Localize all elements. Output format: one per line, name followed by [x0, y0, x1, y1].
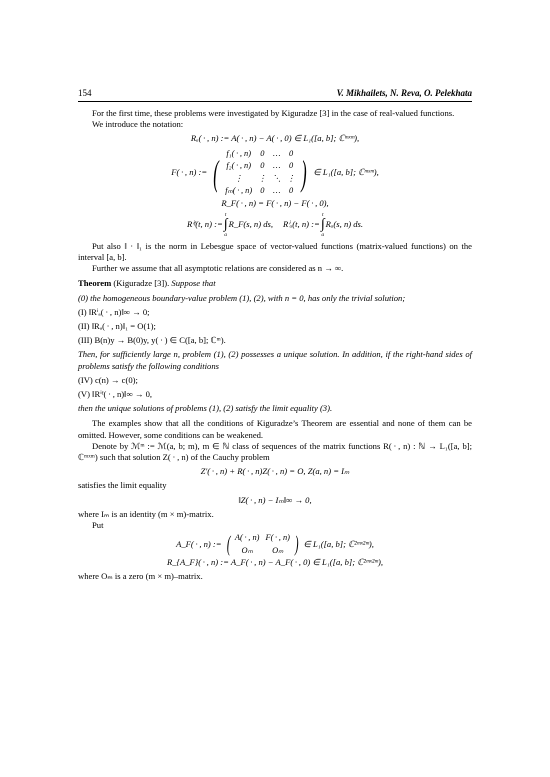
matrix-cell: f₁( · , n) [226, 148, 251, 158]
integral-lower-limit: a [224, 231, 228, 238]
condition-4: (IV) c(n) → c(0); [78, 374, 138, 385]
matrix-cell: F( · , n) [265, 532, 290, 542]
theorem-intro: Suppose that [171, 278, 216, 289]
matrix-cell: ⋱ [272, 173, 281, 183]
integral-sign [224, 212, 228, 238]
integral-symbol: ∫ [223, 216, 228, 232]
equation-cauchy: Z′( · , n) + R( · , n)Z( · , n) = O, Z(a, n) = Iₘ [200, 466, 350, 477]
condition-5: (V) ‖Rⁱᶠ( · , n)‖∞ → 0, [78, 389, 153, 400]
matrix-row [232, 544, 293, 557]
header-rule [78, 101, 472, 102]
equation-raf: R_{A_F}( · , n) := A_F( · , n) − A_F( · , 0) ∈ L₁([a, b]; ℂ²ᵐˣ²ᵐ), [166, 557, 384, 568]
matrix-cell: fₘ( · , n) [225, 186, 253, 196]
matrix-cell: 0 [289, 148, 294, 158]
integral-lhs-f: Rⁱᶠ(t, n) := [186, 219, 223, 230]
left-paren: ( [213, 152, 219, 193]
integral-lower-limit: a [321, 231, 325, 238]
equation-integrals [78, 212, 472, 238]
matrix-cell: 0 [289, 161, 294, 171]
paragraph-asymptotic: Further we assume that all asymptotic relations are considered as n → ∞. [92, 263, 344, 274]
matrix-row [222, 173, 298, 186]
equation-af-rhs: ∈ L₁([a, b]; ℂ²ᵐˣ²ᵐ), [303, 538, 374, 549]
theorem-heading [78, 278, 472, 289]
equation-rf: R_F( · , n) = F( · , n) − F( · , 0), [221, 197, 329, 208]
paragraph-norm: Put also ‖ · ‖₁ is the norm in Lebesgue space of vector-valued functions (matrix-valued functions) on the interval [a, b]. [78, 240, 472, 263]
integral-upper-limit: t [224, 211, 227, 218]
integral-body-f: R_F(s, n) ds, [228, 219, 273, 230]
matrix-cell: … [272, 161, 281, 171]
running-header [78, 88, 472, 102]
equation-limit: ‖Z( · , n) − Iₘ‖∞ → 0, [238, 494, 312, 505]
condition-0: (0) the homogeneous boundary-value problem (1), (2), with n = 0, has only the trivial solution; [78, 292, 406, 303]
paragraph-satisfies: satisfies the limit equality [78, 480, 167, 491]
equation-af-matrix [78, 531, 472, 557]
theorem-conditions [78, 293, 472, 347]
equation-f-matrix [78, 148, 472, 198]
paragraph-class-m: Denote by ℳᵐ := ℳ(a, b; m), m ∈ ℕ class of sequences of the matrix functions R( · , n) : ℕ → L₁([a, b]; ℂᵐˣᵐ) such that solution Z( · , n) of the Cauchy problem [78, 440, 472, 463]
matrix-row [222, 185, 298, 198]
condition-2: (II) ‖Rₐ( · , n)‖₁ = O(1); [78, 321, 156, 332]
matrix-row [232, 531, 293, 544]
integral-body-a: Rₐ(s, n) ds. [325, 219, 364, 230]
af-matrix-table [232, 531, 293, 557]
integral-symbol: ∫ [320, 216, 325, 232]
page-number: 154 [78, 88, 92, 98]
matrix-cell: 0 [289, 186, 294, 196]
f-matrix [210, 148, 310, 198]
condition-1: (I) ‖Rⁱₐ( · , n)‖∞ → 0; [78, 306, 150, 317]
equation-ra: Rₐ( · , n) := A( · , n) − A( · , 0) ∈ L₁([a, b]; ℂᵐˣᵐ), [190, 133, 360, 144]
paragraph-examples: The examples show that all the conditions of Kiguradze’s Theorem are essential and none of them can be omitted. However, some conditions can be weakened. [78, 418, 472, 440]
af-matrix [225, 531, 301, 557]
matrix-cell: Oₘ [272, 545, 284, 555]
matrix-row [222, 148, 298, 161]
matrix-cell: ⋮ [234, 173, 243, 183]
equation-f-lhs: F( · , n) := [171, 167, 208, 177]
paragraph-intro: For the first time, these problems were investigated by Kiguradze [3] in the case of real-valued functions. [92, 108, 455, 118]
paragraph-zero-matrix: where Oₘ is a zero (m × m)–matrix. [78, 571, 203, 582]
paragraph-notation: We introduce the notation: [92, 119, 184, 130]
theorem-label: Theorem [78, 278, 112, 289]
matrix-cell: … [272, 186, 281, 196]
matrix-cell: Oₘ [241, 545, 253, 555]
matrix-cell: f₂( · , n) [226, 161, 251, 171]
theorem-ref: (Kiguradze [3]). [113, 278, 170, 289]
right-paren: ) [301, 152, 307, 193]
matrix-cell: 0 [260, 186, 265, 196]
matrix-cell: 0 [260, 161, 265, 171]
running-authors: V. Mikhailets, N. Reva, O. Pelekhata [336, 88, 472, 98]
integral-upper-limit: t [321, 211, 324, 218]
f-matrix-table [222, 148, 298, 198]
paragraph-identity: where Iₘ is an identity (m × m)-matrix. [78, 508, 214, 519]
integral-sign [321, 212, 325, 238]
matrix-cell: … [272, 148, 281, 158]
matrix-cell: ⋮ [258, 173, 267, 183]
matrix-row [222, 160, 298, 173]
integral-lhs-a: Rⁱₐ(t, n) := [283, 219, 320, 230]
condition-3: (III) B(n)y → B(0)y, y( · ) ∈ C([a, b]; ℂᵐ). [78, 335, 226, 346]
page-body [78, 108, 472, 583]
theorem-conditions-rhs [78, 375, 472, 400]
matrix-cell: ⋮ [286, 173, 296, 183]
paragraph-put: Put [92, 520, 104, 531]
left-paren: ( [226, 531, 231, 557]
theorem-conclusion-2: then the unique solutions of problems (1), (2) satisfy the limit equality (3). [78, 403, 333, 414]
matrix-cell: 0 [260, 148, 265, 158]
matrix-cell: A( · , n) [234, 532, 260, 542]
equation-af-lhs: A_F( · , n) := [176, 538, 222, 549]
right-paren: ) [294, 531, 299, 557]
equation-f-rhs: ∈ L₁([a, b]; ℂᵐˣᵐ), [313, 167, 379, 177]
theorem-conclusion-1: Then, for sufficiently large n, problem (1), (2) possesses a unique solution. In addition, if the right-hand sides of problems satisfy the following conditions [78, 349, 472, 371]
